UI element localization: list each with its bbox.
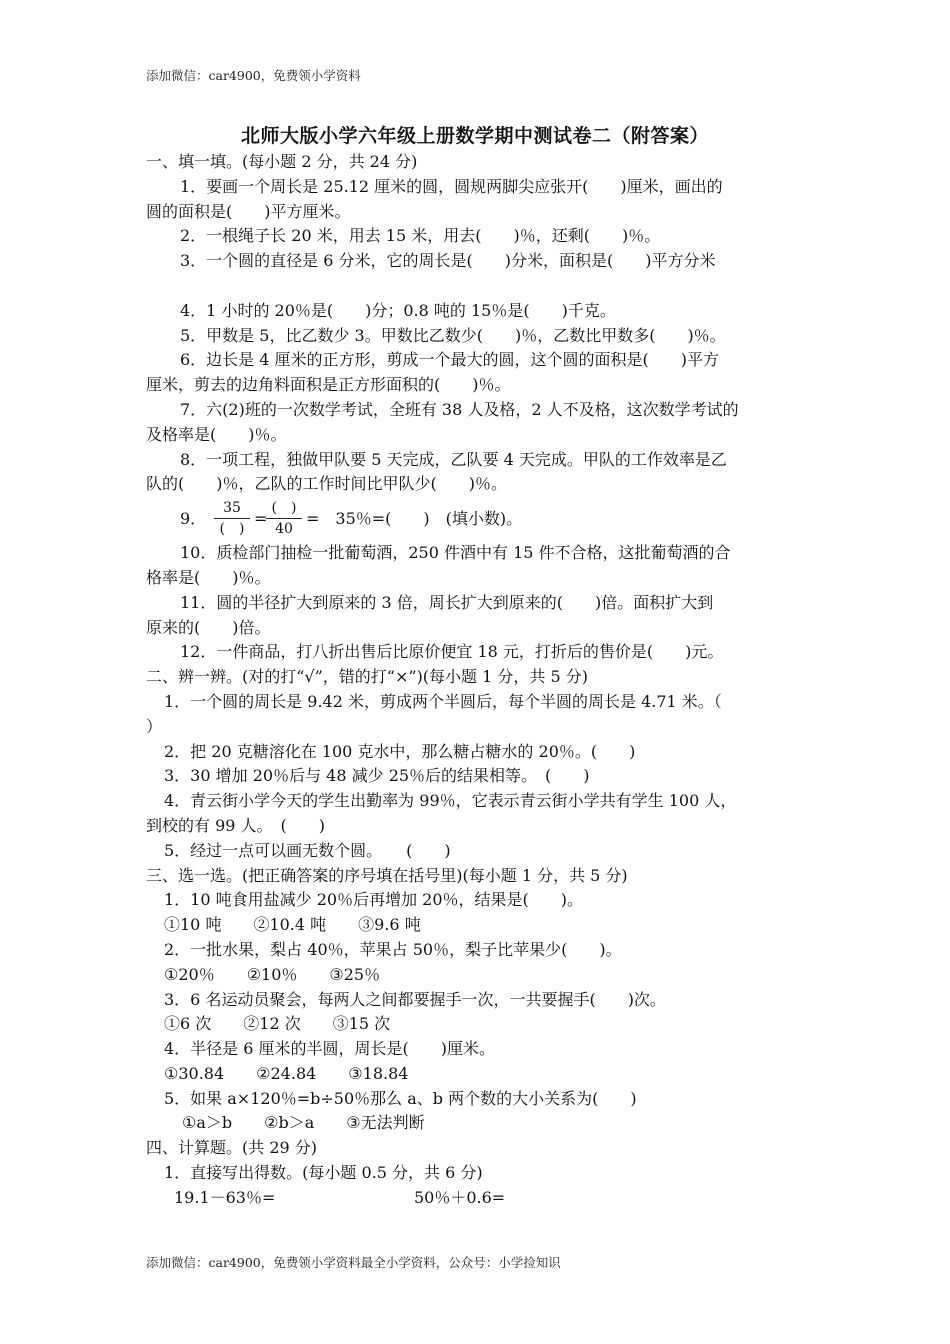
- s1-q3: 3．一个圆的直径是 6 分米，它的周长是( )分米，面积是( )平方分米: [180, 251, 716, 271]
- s1-q6-line2: 厘米，剪去的边角料面积是正方形面积的( )％。: [146, 375, 511, 395]
- s2-q4-line2: 到校的有 99 人。 ( ): [146, 815, 326, 835]
- s1-q9: [146, 499, 814, 539]
- s1-q10-line1: 10．质检部门抽检一批葡萄酒，250 件酒中有 15 件不合格，这批葡萄酒的合: [180, 543, 731, 563]
- fraction-bar: [266, 518, 302, 519]
- s1-q4: 4．1 小时的 20％是( )分；0.8 吨的 15％是( )千克。: [180, 300, 616, 320]
- s1-q10-line2: 格率是( )％。: [146, 567, 271, 587]
- s2-q3: 3．30 增加 20％后与 48 减少 25％后的结果相等。 ( ): [164, 766, 590, 786]
- page-title: 北师大版小学六年级上册数学期中测试卷二（附答案）: [240, 125, 709, 147]
- s2-q1-line1: 1．一个圆的周长是 9.42 米，剪成两个半圆后，每个半圆的周长是 4.71 米。（: [164, 691, 722, 711]
- section-3-heading: 三、选一选。(把正确答案的序号填在括号里)(每小题 1 分，共 5 分): [146, 865, 628, 885]
- q9-fraction-1-numerator: 35: [223, 500, 241, 517]
- q9-equals: =: [254, 509, 268, 529]
- q9-fraction-1: [212, 499, 252, 538]
- section-4-heading: 四、计算题。(共 29 分): [146, 1138, 318, 1158]
- s3-q1: 1．10 吨食用盐减少 20％后再增加 20％，结果是( )。: [164, 890, 584, 910]
- s1-q6-line1: 6．边长是 4 厘米的正方形，剪成一个最大的圆，这个圆的面积是( )平方: [180, 350, 720, 370]
- s3-q4: 4．半径是 6 厘米的半圆，周长是( )厘米。: [164, 1039, 496, 1059]
- s1-q11-line1: 11．圆的半径扩大到原来的 3 倍，周长扩大到原来的( )倍。面积扩大到: [180, 592, 714, 612]
- s3-q4-options: ①30.84 ②24.84 ③18.84: [164, 1063, 409, 1083]
- q9-fraction-2-denominator: 40: [275, 521, 293, 538]
- s3-q5-options: ①a＞b ②b＞a ③无法判断: [182, 1113, 425, 1133]
- s3-q5: 5．如果 a×120％=b÷50％那么 a、b 两个数的大小关系为( ): [164, 1088, 637, 1108]
- s3-q2-options: ①20％ ②10％ ③25％: [164, 964, 381, 984]
- s3-q3: 3．6 名运动员聚会，每两人之间都要握手一次，一共要握手( )次。: [164, 989, 666, 1009]
- s4-sub1: 1．直接写出得数。(每小题 0.5 分，共 6 分): [164, 1163, 483, 1183]
- s2-q4-line1: 4．青云街小学今天的学生出勤率为 99％，它表示青云街小学共有学生 100 人，: [164, 791, 737, 811]
- s1-q2: 2．一根绳子长 20 米，用去 15 米，用去( )％，还剩( )％。: [180, 226, 661, 246]
- s1-q5: 5．甲数是 5，比乙数少 3。甲数比乙数少( )％，乙数比甲数多( )％。: [180, 325, 726, 345]
- s3-q2: 2．一批水果，梨占 40％，苹果占 50％，梨子比苹果少( )。: [164, 939, 622, 959]
- s2-q2: 2．把 20 克糖溶化在 100 克水中，那么糖占糖水的 20％。( ): [164, 741, 636, 761]
- s2-q5: 5．经过一点可以画无数个圆。 ( ): [164, 840, 451, 860]
- s1-q1-line2: 圆的面积是( )平方厘米。: [146, 201, 351, 221]
- s3-q3-options: ①6 次 ②12 次 ③15 次: [164, 1014, 391, 1034]
- q9-label: 9．: [180, 509, 207, 529]
- header-note: 添加微信：car4900，免费领小学资料: [146, 68, 361, 83]
- fraction-bar: [214, 518, 250, 519]
- blank-line: [146, 274, 814, 299]
- s3-q1-options: ①10 吨 ②10.4 吨 ③9.6 吨: [164, 915, 421, 935]
- s1-q8-line1: 8．一项工程，独做甲队要 5 天完成，乙队要 4 天完成。甲队的工作效率是乙: [180, 449, 727, 469]
- exam-body: [146, 150, 814, 1211]
- s1-q11-line2: 原来的( )倍。: [146, 617, 271, 637]
- s2-q1-line2: ）: [146, 716, 163, 736]
- calc-item-1: 19.1－63％=: [174, 1187, 276, 1207]
- s1-q7-line1: 7．六(2)班的一次数学考试，全班有 38 人及格，2 人不及格，这次数学考试的: [180, 399, 739, 419]
- q9-fraction-2-numerator: ( ): [271, 500, 297, 517]
- q9-rest: = 35％=( ) (填小数)。: [306, 509, 523, 529]
- section-2-heading: 二、辨一辨。(对的打“√”，错的打“×”)(每小题 1 分，共 5 分): [146, 667, 588, 687]
- s1-q1-line1: 1．要画一个周长是 25.12 厘米的圆，圆规两脚尖应张开( )厘米，画出的: [180, 176, 723, 196]
- section-1-heading: 一、填一填。(每小题 2 分，共 24 分): [146, 152, 418, 171]
- q9-fraction-1-denominator: ( ): [219, 521, 245, 538]
- s4-calc-row: [146, 1186, 814, 1211]
- footer-note: 添加微信：car4900，免费领小学资料最全小学资料，公众号：小学捡知识: [146, 1255, 561, 1270]
- q9-fraction-2: [264, 499, 304, 538]
- calc-item-2: 50％＋0.6=: [414, 1187, 506, 1207]
- s1-q8-line2: 队的( )％，乙队的工作时间比甲队少( )％。: [146, 474, 507, 494]
- s1-q7-line2: 及格率是( )％。: [146, 424, 287, 444]
- s1-q12: 12．一件商品，打八折出售后比原价便宜 18 元，打折后的售价是( )元。: [180, 642, 724, 662]
